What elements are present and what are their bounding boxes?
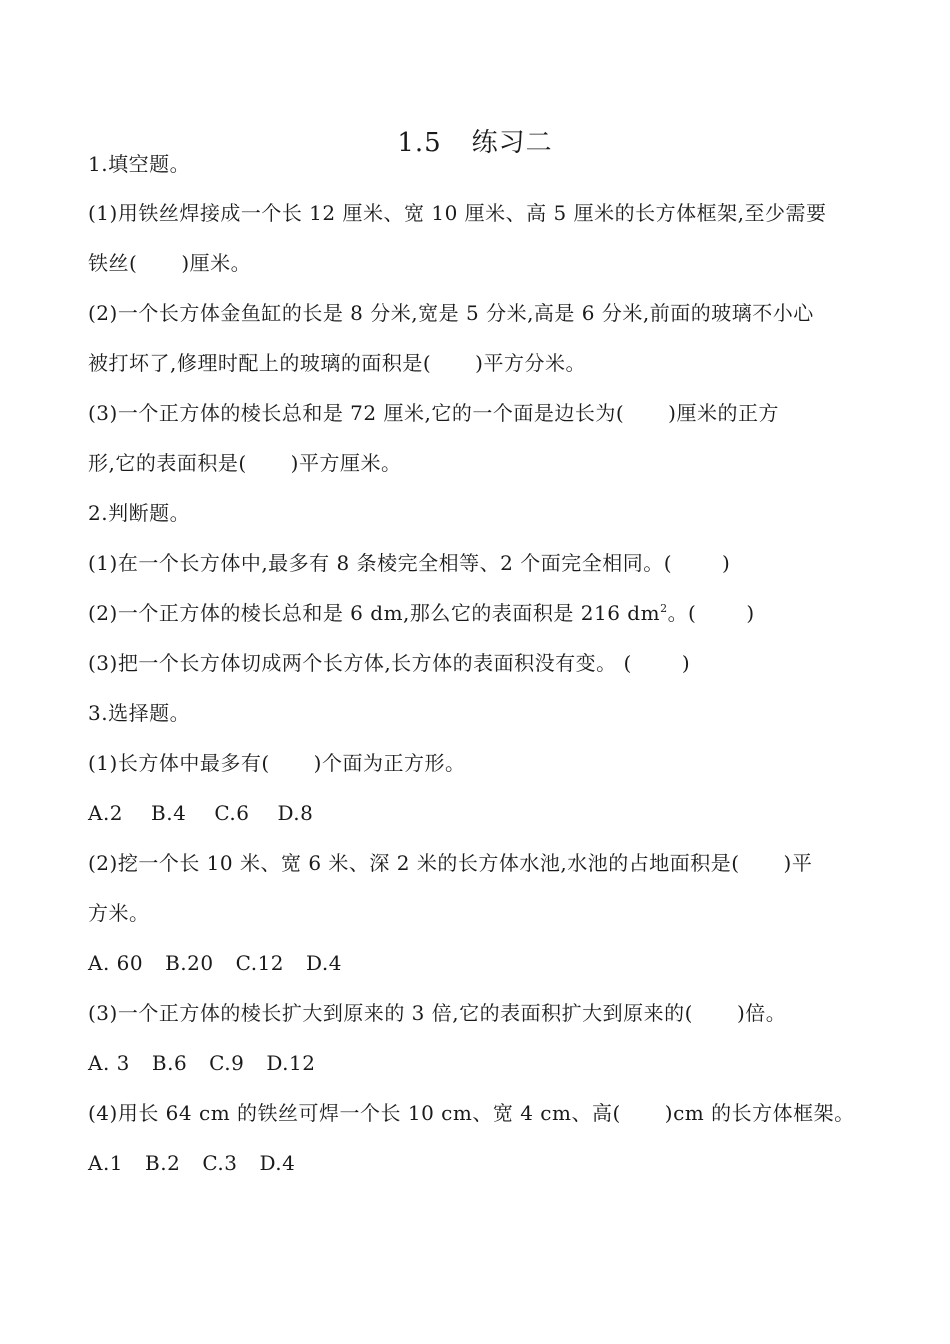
option-a[interactable]: A. 3 (88, 1051, 130, 1075)
choice-q2-line2: 方米。 (88, 901, 150, 925)
fill-q2-line2: 被打坏了,修理时配上的玻璃的面积是( )平方分米。 (88, 351, 586, 375)
fill-q1-line1: (1)用铁丝焊接成一个长 12 厘米、宽 10 厘米、高 5 厘米的长方体框架,至少需要 (88, 201, 827, 225)
section-heading-judge: 2.判断题。 (88, 501, 191, 525)
option-b[interactable]: B.20 (165, 951, 214, 975)
option-a[interactable]: A. 60 (88, 951, 144, 975)
option-d[interactable]: D.8 (277, 801, 314, 825)
section-heading-choice: 3.选择题。 (88, 701, 191, 725)
option-d[interactable]: D.4 (306, 951, 342, 975)
option-a[interactable]: A.2 (88, 801, 124, 825)
option-c[interactable]: C.12 (235, 951, 285, 975)
judge-q1: (1)在一个长方体中,最多有 8 条棱完全相等、2 个面完全相同。( ) (88, 551, 731, 575)
fill-q3-line2: 形,它的表面积是( )平方厘米。 (88, 451, 402, 475)
choice-q4: (4)用长 64 cm 的铁丝可焊一个长 10 cm、宽 4 cm、高( )cm 的长方体框架。 (88, 1101, 855, 1125)
choice-q2-line1: (2)挖一个长 10 米、宽 6 米、深 2 米的长方体水池,水池的占地面积是( )平 (88, 851, 813, 875)
choice-q3-options (88, 1048, 870, 1078)
option-d[interactable]: D.12 (266, 1051, 316, 1075)
choice-q3: (3)一个正方体的棱长扩大到原来的 3 倍,它的表面积扩大到原来的( )倍。 (88, 1001, 787, 1025)
option-c[interactable]: C.9 (209, 1051, 245, 1075)
option-c[interactable]: C.3 (202, 1151, 238, 1175)
title-text: 练习二 (471, 128, 553, 158)
option-d[interactable]: D.4 (259, 1151, 296, 1175)
choice-q1: (1)长方体中最多有( )个面为正方形。 (88, 751, 466, 775)
option-b[interactable]: B.2 (145, 1151, 181, 1175)
judge-q3: (3)把一个长方体切成两个长方体,长方体的表面积没有变。 ( ) (88, 651, 691, 675)
option-b[interactable]: B.4 (151, 801, 187, 825)
choice-q4-options (88, 1148, 870, 1178)
fill-q2-line1: (2)一个长方体金鱼缸的长是 8 分米,宽是 5 分米,高是 6 分米,前面的玻璃不小心 (88, 301, 814, 325)
option-a[interactable]: A.1 (88, 1151, 124, 1175)
fill-q3-line1: (3)一个正方体的棱长总和是 72 厘米,它的一个面是边长为( )厘米的正方 (88, 401, 779, 425)
option-b[interactable]: B.6 (151, 1051, 188, 1075)
option-c[interactable]: C.6 (214, 801, 250, 825)
section-heading-fill: 1.填空题。 (88, 152, 191, 176)
choice-q2-options (88, 948, 870, 978)
choice-q1-options (88, 798, 870, 828)
fill-q1-line2: 铁丝( )厘米。 (88, 251, 252, 275)
judge-q2: (2)一个正方体的棱长总和是 6 dm,那么它的表面积是 216 $dm^2$。( ) (88, 601, 755, 625)
title-number: 1.5 (397, 128, 442, 158)
